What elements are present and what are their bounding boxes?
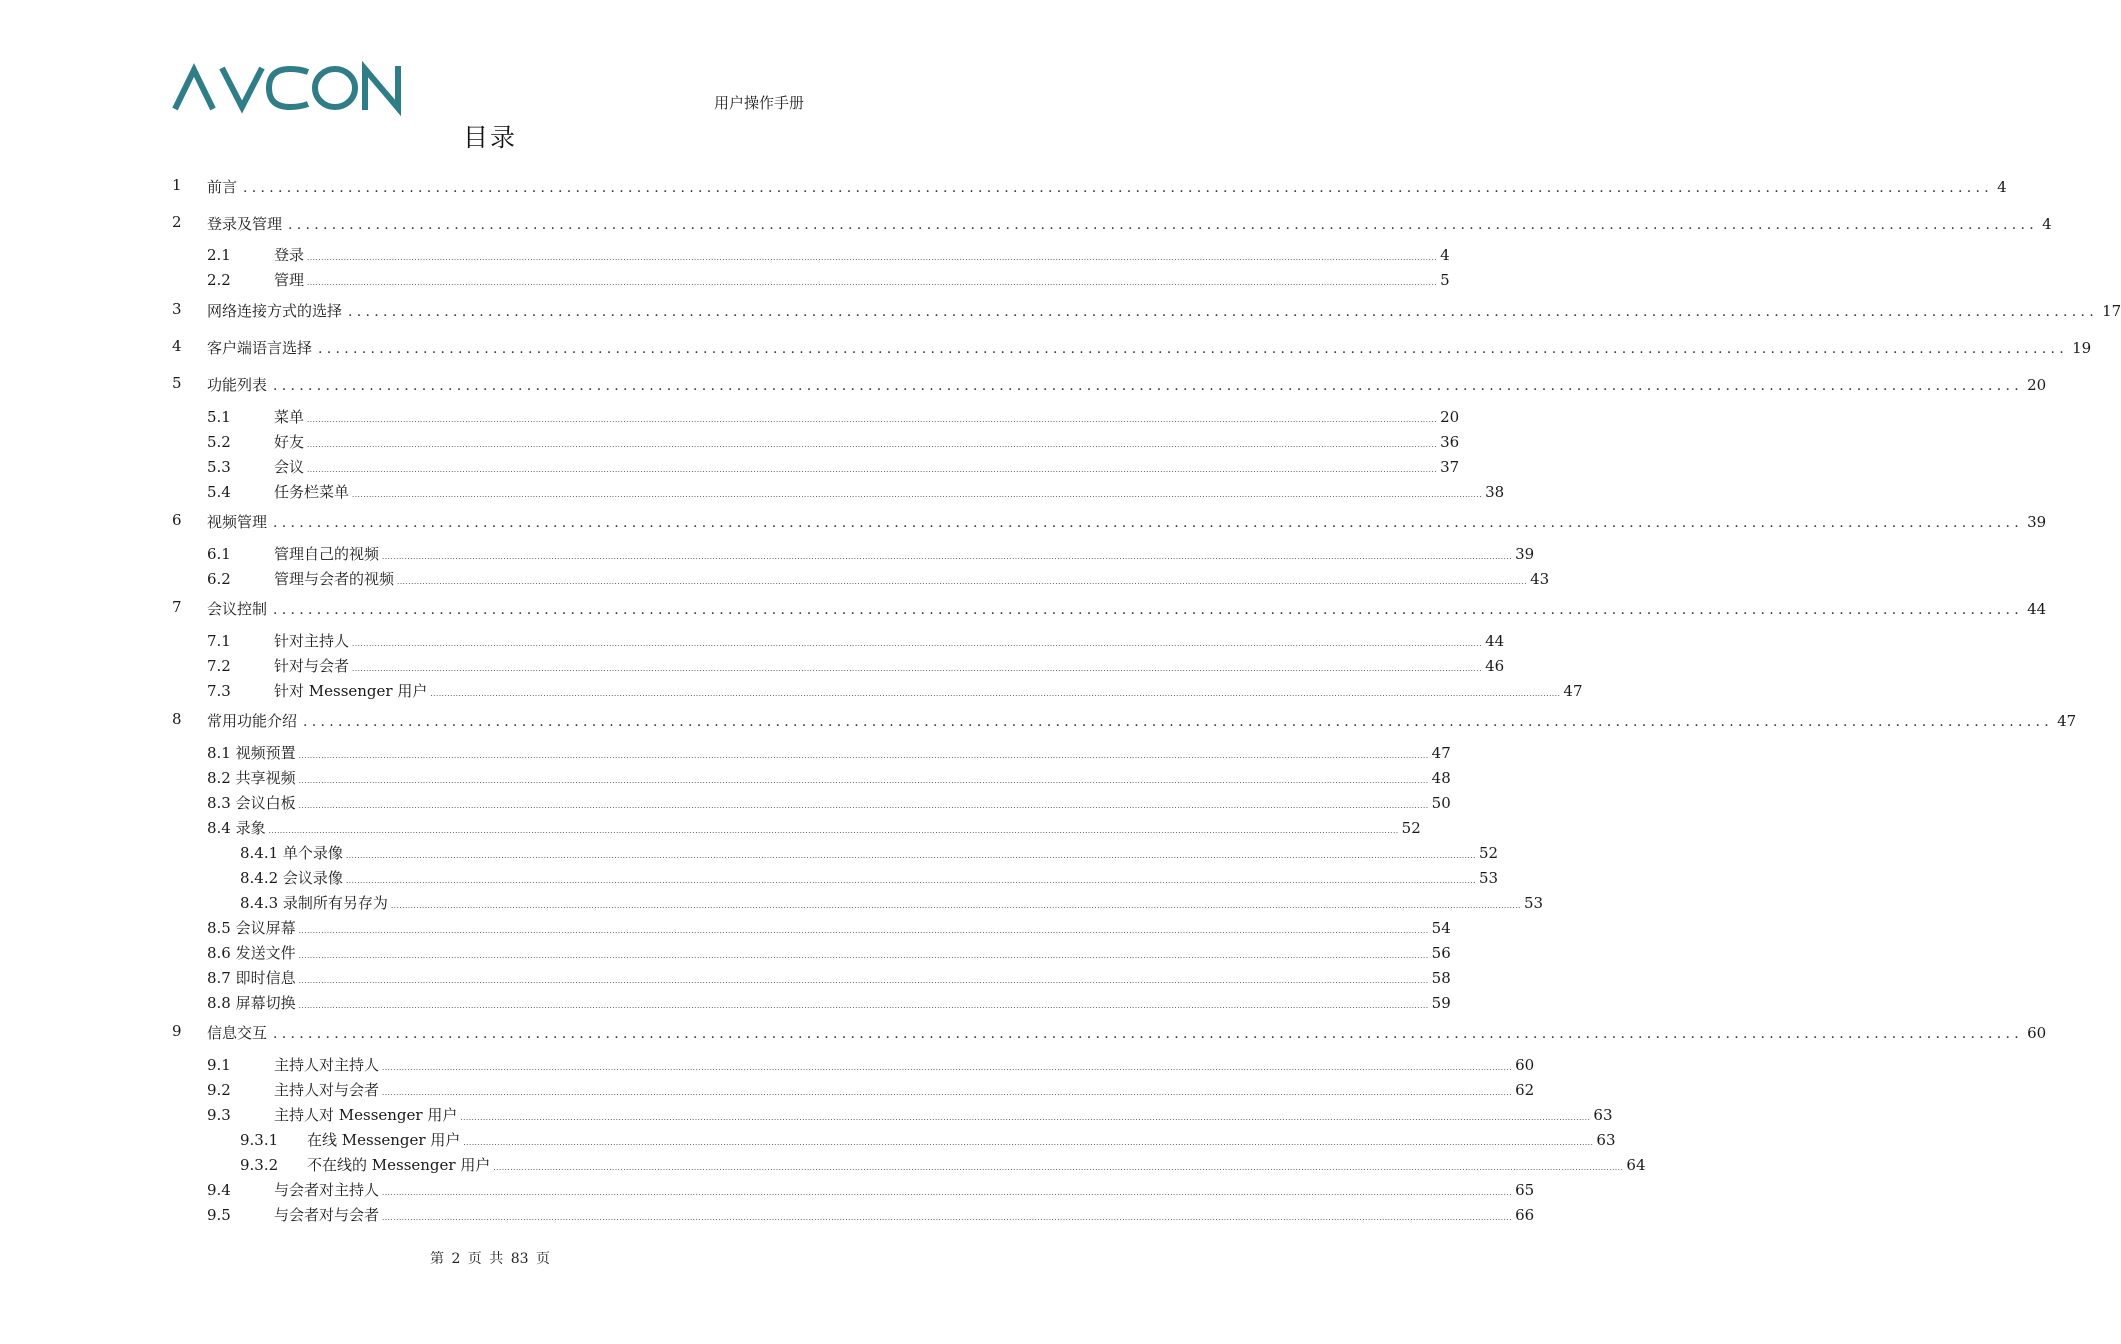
toc-dot-leader: ................................................................................................................................................................................................................................................................................................................................................................................................................: [298, 752, 1429, 760]
toc-entry-page: 66: [1515, 1206, 1535, 1224]
toc-entry-page: 50: [1431, 794, 1451, 812]
toc-entry-number: 6: [172, 511, 182, 529]
toc-entry-page: 37: [1440, 458, 1460, 476]
toc-dot-leader: ........................................................................................................................................................................................................: [348, 304, 2099, 320]
toc-entry-title: 针对主持人: [274, 632, 350, 650]
toc-dot-leader: ........................................................................................................................................................................................................: [288, 217, 2039, 233]
toc-entry[interactable]: [207, 917, 1451, 937]
toc-entry-title: 菜单: [274, 408, 305, 426]
toc-entry-page: 62: [1515, 1081, 1535, 1099]
toc-dot-leader: ................................................................................................................................................................................................................................................................................................................................................................................................................: [298, 952, 1429, 960]
toc-dot-leader: ................................................................................................................................................................................................................................................................................................................................................................................................................: [298, 977, 1429, 985]
toc-entry[interactable]: [207, 792, 1451, 812]
toc-dot-leader: ........................................................................................................................................................................................................: [273, 1026, 2024, 1042]
toc-entry-title: 与会者对主持人: [274, 1181, 380, 1199]
toc-entry-page: 20: [2027, 376, 2047, 394]
toc-entry-number: 3: [172, 300, 182, 318]
toc-entry[interactable]: [172, 511, 2047, 531]
toc-entry-title: 主持人对 Messenger 用户: [274, 1106, 458, 1124]
toc-heading: 目录: [462, 123, 517, 152]
toc-dot-leader: ................................................................................................................................................................................................................................................................................................................................................................................................................: [493, 1164, 1624, 1172]
toc-entry-title: 会议: [274, 458, 305, 476]
toc-dot-leader: ................................................................................................................................................................................................................................................................................................................................................................................................................: [352, 491, 1483, 499]
toc-entry-title: 不在线的 Messenger 用户: [307, 1156, 491, 1174]
toc-entry-number: 7: [172, 598, 182, 616]
toc-entry-number: 5.4: [207, 483, 231, 501]
toc-entry-title: 针对 Messenger 用户: [274, 682, 428, 700]
toc-entry-page: 39: [2027, 513, 2047, 531]
toc-entry-number: 9.3: [207, 1106, 231, 1124]
toc-entry-number: 5.1: [207, 408, 231, 426]
toc-entry[interactable]: [207, 967, 1451, 987]
document-title: 用户操作手册: [713, 94, 804, 112]
toc-entry-title: 功能列表: [207, 376, 268, 394]
toc-entry-title: 任务栏菜单: [274, 483, 350, 501]
toc-dot-leader: ................................................................................................................................................................................................................................................................................................................................................................................................................: [382, 553, 1513, 561]
toc-dot-leader: ................................................................................................................................................................................................................................................................................................................................................................................................................: [298, 927, 1429, 935]
toc-entry-number: 5.3: [207, 458, 231, 476]
toc-entry-number: 9.1: [207, 1056, 231, 1074]
toc-entry-page: 38: [1485, 483, 1505, 501]
toc-entry-page: 20: [1440, 408, 1460, 426]
toc-entry-page: 36: [1440, 433, 1460, 451]
toc-entry[interactable]: [207, 817, 1421, 837]
toc-entry-title: 主持人对主持人: [274, 1056, 380, 1074]
toc-dot-leader: ........................................................................................................................................................................................................: [273, 602, 2024, 618]
toc-entry-page: 63: [1593, 1106, 1613, 1124]
toc-entry-title: 8.1 视频预置: [207, 744, 296, 762]
toc-dot-leader: ................................................................................................................................................................................................................................................................................................................................................................................................................: [298, 802, 1429, 810]
toc-dot-leader: ................................................................................................................................................................................................................................................................................................................................................................................................................: [382, 1064, 1513, 1072]
toc-entry-page: 47: [1563, 682, 1583, 700]
toc-entry-number: 7.3: [207, 682, 231, 700]
toc-entry-title: 8.5 会议屏幕: [207, 919, 296, 937]
toc-entry-number: 7.1: [207, 632, 231, 650]
toc-entry-page: 52: [1478, 844, 1499, 862]
toc-entry-page: 64: [1626, 1156, 1646, 1174]
page-footer: 第 2 页 共 83 页: [430, 1251, 550, 1267]
toc-entry-number: 2: [172, 213, 182, 231]
toc-dot-leader: ........................................................................................................................................................................................................: [273, 515, 2024, 531]
toc-entry-title: 好友: [274, 433, 305, 451]
toc-entry-number: 9.3.2: [240, 1156, 279, 1174]
toc-entry[interactable]: [172, 213, 2052, 233]
toc-entry-title: 管理与会者的视频: [274, 570, 395, 588]
toc-entry-page: 53: [1523, 894, 1544, 912]
toc-entry-page: 48: [1431, 769, 1451, 787]
toc-dot-leader: ........................................................................................................................................................................................................: [303, 714, 2054, 730]
toc-entry-page: 52: [1401, 819, 1421, 837]
toc-entry-title: 客户端语言选择: [207, 339, 313, 357]
toc-entry-title: 8.3 会议白板: [207, 794, 296, 812]
toc-entry-number: 9.4: [207, 1181, 231, 1199]
toc-dot-leader: ................................................................................................................................................................................................................................................................................................................................................................................................................: [382, 1214, 1513, 1222]
toc-dot-leader: ................................................................................................................................................................................................................................................................................................................................................................................................................: [460, 1114, 1591, 1122]
toc-entry-title: 登录: [274, 246, 305, 264]
toc-dot-leader: ........................................................................................................................................................................................................: [273, 378, 2024, 394]
toc-dot-leader: ................................................................................................................................................................................................................................................................................................................................................................................................................: [307, 441, 1438, 449]
toc-entry-page: 63: [1596, 1131, 1616, 1149]
toc-entry-title: 8.4.3 录制所有另存为: [240, 894, 388, 912]
toc-entry-number: 8: [172, 710, 182, 728]
toc-entry[interactable]: [240, 1129, 1616, 1149]
toc-entry[interactable]: [207, 942, 1451, 962]
toc-entry-page: 17: [2102, 302, 2121, 320]
toc-entry-number: 6.2: [207, 570, 231, 588]
toc-entry[interactable]: [207, 992, 1451, 1012]
toc-entry[interactable]: [207, 244, 1450, 264]
toc-entry-page: 4: [1440, 246, 1450, 264]
toc-entry-number: 9.3.1: [240, 1131, 279, 1149]
toc-entry[interactable]: [172, 598, 2047, 618]
toc-entry[interactable]: [207, 543, 1535, 563]
toc-entry-title: 8.4 录象: [207, 819, 266, 837]
toc-entry-number: 2.1: [207, 246, 231, 264]
toc-dot-leader: ................................................................................................................................................................................................................................................................................................................................................................................................................: [307, 279, 1438, 287]
toc-dot-leader: ................................................................................................................................................................................................................................................................................................................................................................................................................: [307, 254, 1438, 262]
toc-dot-leader: ................................................................................................................................................................................................................................................................................................................................................................................................................: [307, 416, 1438, 424]
toc-entry-number: 9.2: [207, 1081, 231, 1099]
toc-entry-title: 在线 Messenger 用户: [307, 1131, 461, 1149]
toc-dot-leader: ................................................................................................................................................................................................................................................................................................................................................................................................................: [463, 1139, 1594, 1147]
toc-entry-page: 19: [2072, 339, 2092, 357]
toc-entry-number: 2.2: [207, 271, 231, 289]
toc-entry[interactable]: [207, 456, 1460, 476]
toc-entry[interactable]: [207, 1179, 1535, 1199]
toc-entry-page: 43: [1530, 570, 1550, 588]
toc-entry-page: 58: [1431, 969, 1451, 987]
toc-entry[interactable]: [207, 269, 1450, 289]
toc-dot-leader: ................................................................................................................................................................................................................................................................................................................................................................................................................: [298, 1002, 1429, 1010]
toc-entry-page: 56: [1431, 944, 1451, 962]
toc-entry[interactable]: [207, 568, 1550, 588]
toc-entry-title: 8.8 屏幕切换: [207, 994, 296, 1012]
toc-entry[interactable]: [240, 1154, 1646, 1174]
toc-entry-page: 60: [2027, 1024, 2047, 1042]
toc-entry-page: 44: [2027, 600, 2047, 618]
toc-entry[interactable]: [240, 842, 1499, 862]
toc-entry-number: 4: [172, 337, 182, 355]
toc-entry[interactable]: [207, 481, 1505, 501]
toc-entry-title: 8.7 即时信息: [207, 969, 296, 987]
toc-entry-title: 网络连接方式的选择: [207, 302, 343, 320]
toc-entry[interactable]: [172, 176, 2007, 196]
toc-entry[interactable]: [172, 374, 2047, 394]
toc-entry-page: 47: [1431, 744, 1451, 762]
toc-entry[interactable]: [207, 1204, 1535, 1224]
toc-entry-page: 39: [1515, 545, 1535, 563]
toc-entry-title: 登录及管理: [207, 215, 283, 233]
toc-dot-leader: ................................................................................................................................................................................................................................................................................................................................................................................................................: [382, 1189, 1513, 1197]
toc-entry-number: 5.2: [207, 433, 231, 451]
toc-entry-page: 46: [1485, 657, 1505, 675]
toc-entry[interactable]: [207, 1079, 1535, 1099]
toc-entry-page: 4: [2042, 215, 2052, 233]
toc-entry-page: 5: [1440, 271, 1450, 289]
toc-dot-leader: ................................................................................................................................................................................................................................................................................................................................................................................................................: [352, 665, 1483, 673]
avcon-logo: [172, 66, 405, 110]
toc-entry-title: 管理自己的视频: [274, 545, 380, 563]
toc-entry-page: 53: [1478, 869, 1499, 887]
toc-entry-title: 针对与会者: [274, 657, 350, 675]
toc-dot-leader: ................................................................................................................................................................................................................................................................................................................................................................................................................: [430, 690, 1561, 698]
toc-dot-leader: ................................................................................................................................................................................................................................................................................................................................................................................................................: [352, 640, 1483, 648]
toc-entry-title: 信息交互: [207, 1024, 268, 1042]
toc-entry[interactable]: [172, 337, 2092, 357]
toc-entry[interactable]: [207, 655, 1505, 675]
toc-entry-page: 4: [1997, 178, 2007, 196]
toc-entry-number: 9: [172, 1022, 182, 1040]
toc-entry-number: 5: [172, 374, 182, 392]
toc-entry[interactable]: [207, 630, 1505, 650]
toc-entry-page: 44: [1485, 632, 1505, 650]
toc-entry-number: 6.1: [207, 545, 231, 563]
toc-dot-leader: ................................................................................................................................................................................................................................................................................................................................................................................................................: [298, 777, 1429, 785]
toc-dot-leader: ................................................................................................................................................................................................................................................................................................................................................................................................................: [382, 1089, 1513, 1097]
toc-entry-title: 8.2 共享视频: [207, 769, 296, 787]
toc-entry-title: 主持人对与会者: [274, 1081, 380, 1099]
toc-entry[interactable]: [207, 431, 1460, 451]
toc-entry-title: 视频管理: [207, 513, 268, 531]
toc-entry[interactable]: [207, 1104, 1613, 1124]
toc-dot-leader: ................................................................................................................................................................................................................................................................................................................................................................................................................: [268, 827, 1399, 835]
toc-entry-number: 1: [172, 176, 182, 194]
toc-entry[interactable]: [172, 300, 2121, 320]
toc-entry-page: 65: [1515, 1181, 1535, 1199]
toc-entry[interactable]: [207, 1054, 1535, 1074]
toc-entry[interactable]: [240, 892, 1544, 912]
toc-entry-title: 8.4.1 单个录像: [240, 844, 343, 862]
toc-entry-page: 54: [1431, 919, 1451, 937]
toc-entry-title: 管理: [274, 271, 305, 289]
toc-entry-number: 7.2: [207, 657, 231, 675]
toc-entry[interactable]: [172, 710, 2077, 730]
toc-entry[interactable]: [172, 1022, 2047, 1042]
toc-entry-number: 9.5: [207, 1206, 231, 1224]
toc-entry-title: 常用功能介绍: [207, 712, 298, 730]
toc-entry[interactable]: [207, 742, 1451, 762]
toc-entry[interactable]: [207, 767, 1451, 787]
toc-entry-title: 8.4.2 会议录像: [240, 869, 343, 887]
toc-entry-page: 59: [1431, 994, 1451, 1012]
toc-entry-page: 60: [1515, 1056, 1535, 1074]
toc-entry[interactable]: [207, 680, 1583, 700]
toc-dot-leader: ................................................................................................................................................................................................................................................................................................................................................................................................................: [345, 852, 1476, 860]
toc-entry-page: 47: [2057, 712, 2077, 730]
toc-dot-leader: ................................................................................................................................................................................................................................................................................................................................................................................................................: [307, 466, 1438, 474]
toc-dot-leader: ........................................................................................................................................................................................................: [318, 341, 2069, 357]
toc-dot-leader: ................................................................................................................................................................................................................................................................................................................................................................................................................: [345, 877, 1476, 885]
toc-dot-leader: ................................................................................................................................................................................................................................................................................................................................................................................................................: [397, 578, 1528, 586]
toc-dot-leader: ................................................................................................................................................................................................................................................................................................................................................................................................................: [390, 902, 1521, 910]
toc-entry[interactable]: [240, 867, 1499, 887]
toc-entry[interactable]: [207, 406, 1460, 426]
toc-entry-title: 前言: [207, 178, 238, 196]
toc-entry-title: 会议控制: [207, 600, 268, 618]
toc-dot-leader: ........................................................................................................................................................................................................: [243, 180, 1994, 196]
toc-entry-title: 与会者对与会者: [274, 1206, 380, 1224]
toc-entry-title: 8.6 发送文件: [207, 944, 296, 962]
